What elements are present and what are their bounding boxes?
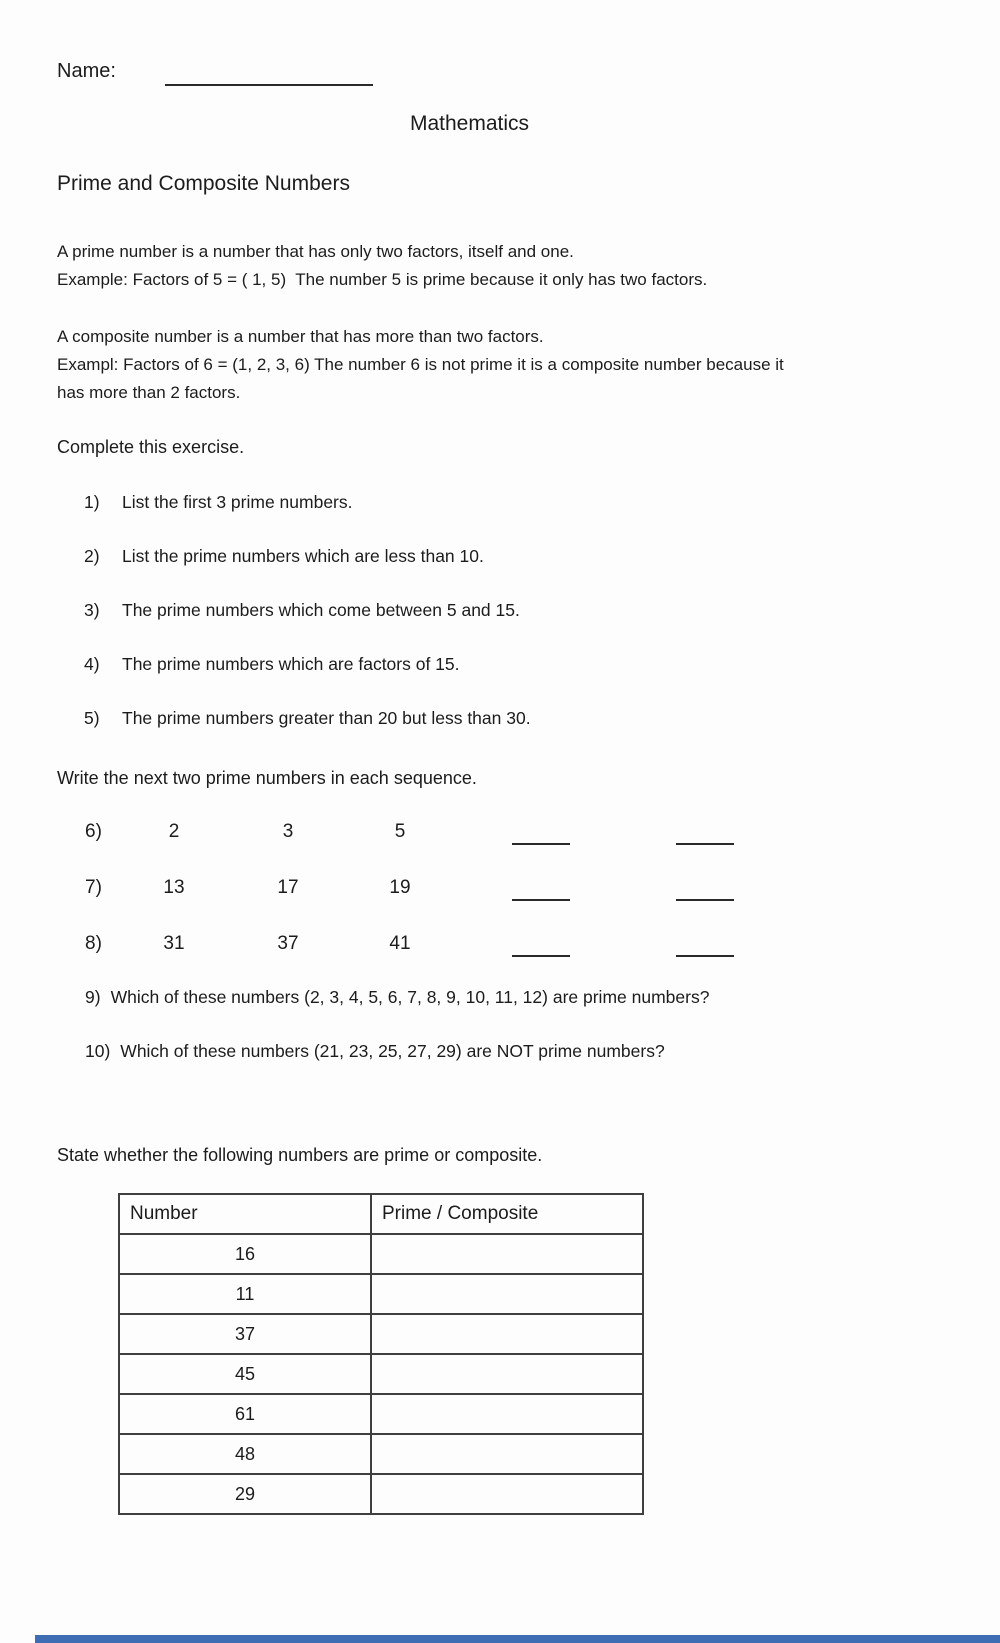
item-text: The prime numbers greater than 20 but less than 30. [122,708,531,728]
table-row [119,1314,643,1354]
answer-cell[interactable] [371,1474,643,1514]
item-text: The prime numbers which are factors of 15. [122,654,460,674]
answer-cell[interactable] [371,1354,643,1394]
answer-cell[interactable] [371,1274,643,1314]
table-instruction: State whether the following numbers are prime or composite. [57,1145,543,1165]
bottom-edge-bar [35,1635,1000,1643]
sequence-6-blank-2[interactable] [676,843,734,845]
table-row [119,1234,643,1274]
sequence-8-number: 8) [85,933,102,954]
sequence-7-value-3: 19 [389,877,411,898]
question-text: Which of these numbers (21, 23, 25, 27, 29) are NOT prime numbers? [120,1041,665,1061]
prime-composite-table [118,1193,644,1515]
exercise-item-1 [84,492,353,513]
exercise-item-2 [84,546,484,567]
sequence-7-blank-2[interactable] [676,899,734,901]
question-9 [85,987,709,1008]
column-header-prime-composite: Prime / Composite [371,1194,643,1234]
sequence-8-value-3: 41 [389,933,411,954]
sequence-7-blank-1[interactable] [512,899,570,901]
answer-cell[interactable] [371,1434,643,1474]
sequence-8-value-2: 37 [277,933,299,954]
page-title: Prime and Composite Numbers [57,172,350,195]
item-number: 1) [84,492,100,512]
item-number: 4) [84,654,100,674]
sequence-6-value-3: 5 [394,821,406,842]
prime-definition-line2: Example: Factors of 5 = ( 1, 5) The number 5 is prime because it only has two factors. [57,270,708,289]
table-row [119,1394,643,1434]
exercise-item-5 [84,708,531,729]
exercise-item-4 [84,654,460,675]
question-text: Which of these numbers (2, 3, 4, 5, 6, 7, 8, 9, 10, 11, 12) are prime numbers? [110,987,710,1007]
table-row [119,1354,643,1394]
sequence-6-value-2: 3 [282,821,294,842]
item-text: The prime numbers which come between 5 and 15. [122,600,520,620]
sequence-6-value-1: 2 [168,821,180,842]
exercise-item-3 [84,600,520,621]
number-cell: 37 [119,1314,371,1354]
sequence-7-value-1: 13 [163,877,185,898]
table-row [119,1274,643,1314]
name-label: Name: [57,60,116,82]
table-header-row [119,1194,643,1234]
sequence-7-number: 7) [85,877,102,898]
number-cell: 45 [119,1354,371,1394]
exercise-instruction: Complete this exercise. [57,437,245,457]
name-input-line[interactable] [165,84,373,86]
sequence-6-blank-1[interactable] [512,843,570,845]
question-number: 9) [85,987,101,1007]
prime-definition-line1: A prime number is a number that has only two factors, itself and one. [57,242,574,261]
column-header-number: Number [119,1194,371,1234]
table-row [119,1434,643,1474]
sequence-8-blank-1[interactable] [512,955,570,957]
composite-definition-line2: Exampl: Factors of 6 = (1, 2, 3, 6) The number 6 is not prime it is a composite number because it [57,355,784,374]
item-number: 2) [84,546,100,566]
item-text: List the prime numbers which are less than 10. [122,546,484,566]
sequence-8-blank-2[interactable] [676,955,734,957]
sequence-6-number: 6) [85,821,102,842]
question-10 [85,1041,665,1062]
composite-definition-line3: has more than 2 factors. [57,383,241,402]
item-number: 5) [84,708,100,728]
number-cell: 48 [119,1434,371,1474]
sequence-instruction: Write the next two prime numbers in each sequence. [57,768,477,788]
item-text: List the first 3 prime numbers. [122,492,353,512]
sequence-8-value-1: 31 [163,933,185,954]
number-cell: 61 [119,1394,371,1434]
item-number: 3) [84,600,100,620]
number-cell: 29 [119,1474,371,1514]
answer-cell[interactable] [371,1234,643,1274]
answer-cell[interactable] [371,1314,643,1354]
question-number: 10) [85,1041,111,1061]
answer-cell[interactable] [371,1394,643,1434]
number-cell: 11 [119,1274,371,1314]
composite-definition-line1: A composite number is a number that has more than two factors. [57,327,544,346]
sequence-7-value-2: 17 [277,877,299,898]
table-row [119,1474,643,1514]
subject-title: Mathematics [410,112,530,135]
number-cell: 16 [119,1234,371,1274]
